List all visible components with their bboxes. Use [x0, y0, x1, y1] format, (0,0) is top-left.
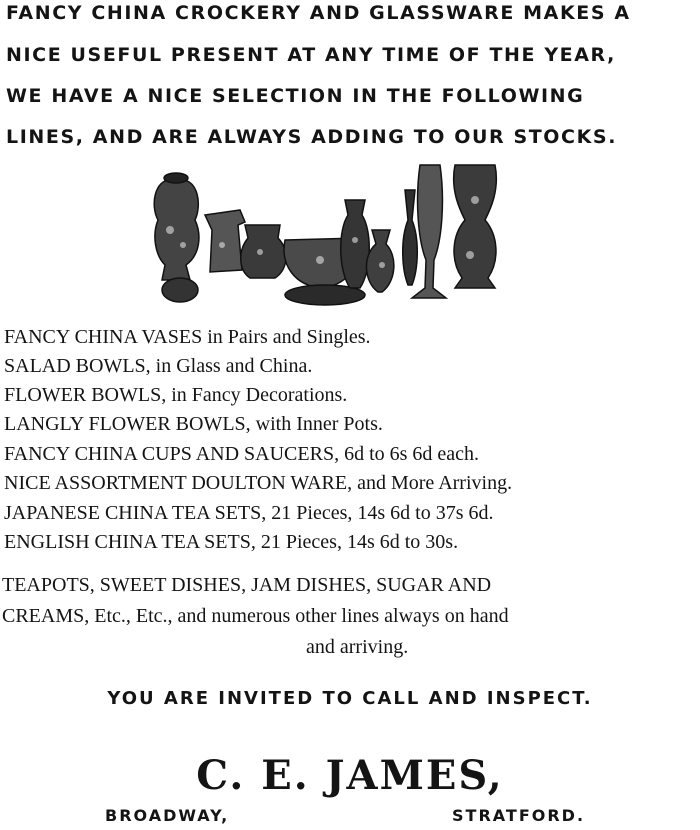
- address-right: STRATFORD.: [452, 806, 586, 825]
- paragraph-line: and arriving.: [306, 636, 409, 658]
- headline-line: WE HAVE A NICE SELECTION IN THE FOLLOWING: [6, 85, 585, 107]
- product-line: NICE ASSORTMENT DOULTON WARE, and More Arriving.: [4, 472, 513, 494]
- address-left: BROADWAY,: [105, 806, 230, 825]
- product-line: FANCY CHINA VASES in Pairs and Singles.: [4, 326, 371, 348]
- product-line: ENGLISH CHINA TEA SETS, 21 Pieces, 14s 6d to 30s.: [4, 531, 459, 553]
- merchant-name: C. E. JAMES,: [196, 752, 504, 799]
- product-line: FANCY CHINA CUPS AND SAUCERS, 6d to 6s 6d each.: [4, 443, 480, 465]
- headline-line: FANCY CHINA CROCKERY AND GLASSWARE MAKES A: [6, 2, 631, 24]
- headline-line: NICE USEFUL PRESENT AT ANY TIME OF THE YEAR,: [6, 44, 616, 66]
- paragraph-line: CREAMS, Etc., Etc., and numerous other lines always on hand: [2, 605, 509, 627]
- invitation: YOU ARE INVITED TO CALL AND INSPECT.: [107, 688, 593, 709]
- product-line: JAPANESE CHINA TEA SETS, 21 Pieces, 14s 6d to 37s 6d.: [4, 502, 494, 524]
- vases-illustration: [150, 160, 540, 310]
- product-line: LANGLY FLOWER BOWLS, with Inner Pots.: [4, 413, 383, 435]
- paragraph-line: TEAPOTS, SWEET DISHES, JAM DISHES, SUGAR AND: [2, 574, 492, 596]
- product-line: SALAD BOWLS, in Glass and China.: [4, 355, 313, 377]
- product-line: FLOWER BOWLS, in Fancy Decorations.: [4, 384, 348, 406]
- headline-line: LINES, AND ARE ALWAYS ADDING TO OUR STOCKS.: [6, 126, 618, 148]
